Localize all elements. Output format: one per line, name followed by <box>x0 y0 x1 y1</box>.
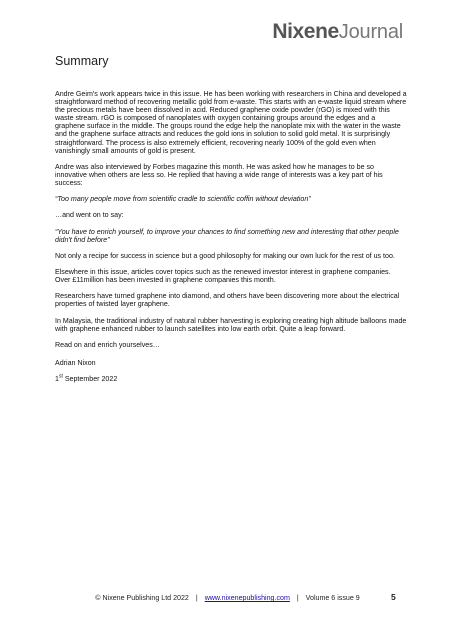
publication-date <box>55 375 407 383</box>
paragraph-diamond: Researchers have turned graphene into diamond, and others have been discovering more about the electrical properties of twisted layer graphene. <box>55 292 400 309</box>
logo-wordmark-main: Nixene <box>272 20 339 43</box>
footer-volume-issue: Volume 6 issue 9 <box>305 594 360 602</box>
footer-separator: | <box>195 594 198 602</box>
page-number: 5 <box>391 592 396 602</box>
footer-separator: | <box>296 594 299 602</box>
paragraph-malaysia: In Malaysia, the traditional industry of natural rubber harvesting is exploring creating high altitude balloons made with graphene enhanced rubber to launch satellites into low earth orbit. Quite a leap forward. <box>55 316 407 333</box>
quote-enrich-yourself: “You have to enrich yourself, to improve your chances to find something new and interesting that other people didn't find before” <box>55 227 399 244</box>
paragraph-forbes-interview: Andre was also interviewed by Forbes magazine this month. He was asked how he manages to be so innovative when others are less so. He replied that having a wide range of interests was a key part of his success: <box>55 162 383 188</box>
date-suffix: st <box>58 373 63 380</box>
paragraph-gold-recovery: Andre Geim’s work appears twice in this issue. He has been working with researchers in China and developed a straightforward method of recovering metallic gold from e-waste. This starts with an e-waste liquid stream where the precious metals have been dissolved in acid. Reduced graphene oxide powder (rGO) is mixed with this waste stream. rGO is composed of nanoplates with oxygen containing groups around the edges and a graphene surface in the middle. The groups round the edge help the nanoplate mix with the water in the waste and the graphene surface attracts and reduces the gold ions in solution to solid gold metal. It is surprisingly straightforward. The process is also extremely efficient, recovering nearly 100% of the gold even when vanishingly small amounts of gold is present. <box>55 90 407 155</box>
date-month-year: September 2022 <box>62 375 118 384</box>
footer-copyright: © Nixene Publishing Ltd 2022 <box>95 594 189 602</box>
logo-wordmark-sub: Journal <box>338 21 403 43</box>
paragraph-recipe-success: Not only a recipe for success in science but a good philosophy for making our own luck for the rest of us too. <box>55 251 395 260</box>
paragraph-went-on: …and went on to say: <box>55 211 124 220</box>
page-footer <box>0 594 455 602</box>
paragraph-investor-interest: Elsewhere in this issue, articles cover topics such as the renewed investor interest in graphene companies. Over £11million has been invested in graphene companies this month. <box>55 268 391 285</box>
article-body <box>55 90 407 391</box>
paragraph-read-on: Read on and enrich yourselves… <box>55 340 160 349</box>
footer-website-link[interactable]: www.nixenepublishing.com <box>204 594 290 602</box>
quote-cradle-coffin: “Too many people move from scientific cradle to scientific coffin without deviation” <box>55 195 311 204</box>
journal-logo <box>272 20 403 44</box>
page-title: Summary <box>55 54 109 68</box>
date-day: 1 <box>55 375 59 384</box>
author-name: Adrian Nixon <box>55 359 96 367</box>
